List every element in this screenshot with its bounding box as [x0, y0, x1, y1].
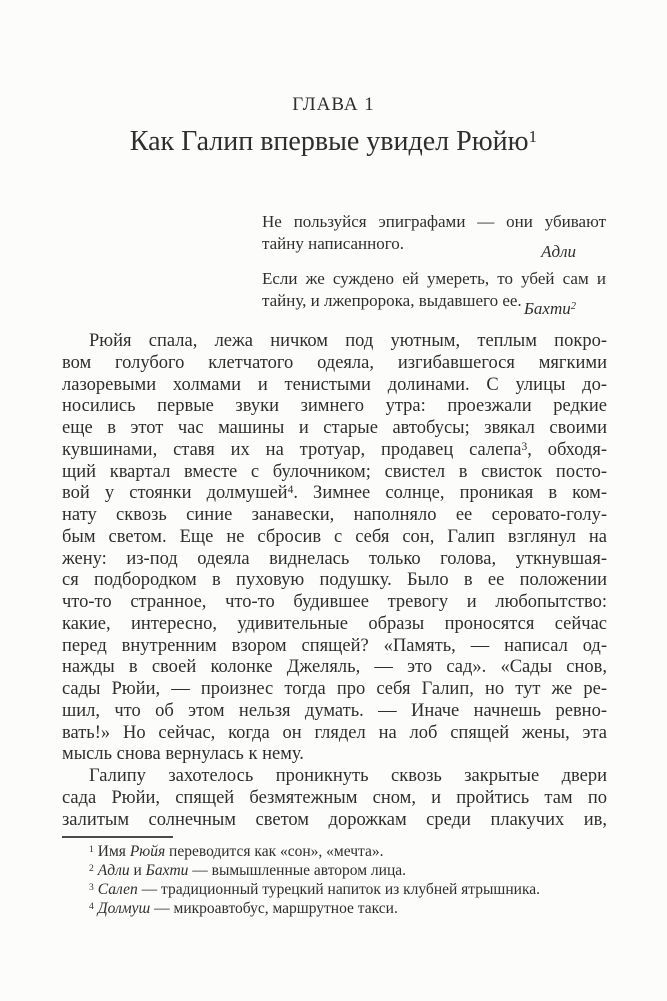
epigraph-line: Не пользуйся эпиграфами — они убивают	[262, 212, 606, 231]
body-text-line: ся подбородком в пуховую подушку. Было в ее положении	[62, 570, 607, 591]
body-text-line: вом голубого клетчатого одеяла, изгибавшегося мягкими	[62, 352, 607, 373]
footnote-text: переводится как «сон», «мечта».	[165, 843, 384, 860]
footnote-term: Бахти	[145, 862, 189, 879]
epigraph	[262, 211, 606, 261]
body-text-line: шил, что об этом нельзя думать. — Иначе начнешь ревно-	[62, 700, 607, 721]
footnote	[62, 899, 607, 918]
body-text-line: залитым солнечным светом дорожкам среди плакучих ив,	[62, 809, 607, 830]
body-text-line: кувшинами, ставя их на тротуар, продавец салепа$^3$, обходя-	[62, 439, 607, 460]
body-text-line: щий квартал вместе с булочником; свистел в свисток посто-	[62, 461, 607, 482]
footnote-term: Долмуш	[97, 900, 151, 917]
footnote	[62, 880, 607, 899]
superscript-ref: 3	[521, 440, 528, 453]
body-text-line: жену: из-под одеяла виднелась только голова, уткнувшая-	[62, 548, 607, 569]
footnote	[62, 842, 607, 861]
epigraph-attribution: Адли	[541, 242, 576, 261]
epigraph-attribution: Бахти$^2$	[523, 299, 576, 318]
superscript-ref: 2	[570, 301, 576, 313]
chapter-label: ГЛАВА 1	[292, 94, 375, 115]
body-text-line: мысль снова вернулась к нему.	[62, 744, 304, 765]
body-text-line: бым светом. Еще не сбросив с себя сон, Галип взглянул на	[62, 526, 607, 547]
footnote-divider	[62, 836, 173, 838]
epigraph-line: Если же суждено ей умереть, то убей сам и	[262, 269, 606, 288]
body-text-line: какие, интересно, удивительные образы проносятся сейчас	[62, 613, 607, 634]
body-text-line: еще в этот час машины и старые автобусы; звякал своими	[62, 418, 607, 438]
body-text-line: вать!» Но сейчас, когда он глядел на лоб спящей жены, эта	[62, 722, 607, 743]
body-text-line: перед внутренним взором спящей? «Память, — написал од-	[62, 635, 607, 656]
body-text-line: сады Рюйи, — произнес тогда про себя Галип, но тут же ре-	[62, 679, 607, 699]
footnote-text: — вымышленные автором лица.	[188, 862, 407, 879]
superscript-ref: 1	[528, 127, 538, 147]
footnote-marker: 1	[89, 843, 94, 855]
footnote-term: Салеп	[97, 881, 138, 898]
footnote-text: — микроавтобус, маршрутное такси.	[150, 900, 398, 917]
body-text-line: Рюйя спала, лежа ничком под уютным, теплым покро-	[89, 331, 607, 351]
body-text-line: вой у стоянки долмушей$^4$. Зимнее солнце, проникая в ком-	[62, 483, 607, 504]
footnote-text: — традиционный турецкий напиток из клубней ятрышника.	[137, 881, 540, 898]
epigraph	[262, 268, 606, 318]
superscript-ref: 4	[287, 484, 294, 497]
body-text-line: носились первые звуки зимнего утра: проезжали редкие	[62, 396, 607, 417]
footnote-text: и	[129, 862, 146, 879]
body-text-line: нажды в своей колонке Джеляль, — это сад». «Сады снов,	[62, 657, 607, 678]
footnote-term: Адли	[97, 862, 130, 879]
footnote-marker: 2	[89, 862, 94, 874]
footnotes	[62, 842, 607, 918]
body-text-line: Галипу захотелось проникнуть сквозь закрытые двери	[89, 766, 607, 786]
epigraph-line: тайну написанного.	[262, 234, 405, 253]
footnote-marker: 3	[89, 881, 94, 893]
body-text	[62, 331, 607, 831]
footnote-term: Рюйя	[129, 843, 166, 860]
body-text-line: сада Рюйи, спящей безмятежным сном, и пройтись там по	[62, 787, 607, 808]
footnote	[62, 861, 607, 880]
body-text-line: что-то странное, что-то будившее тревогу и любопытство:	[62, 592, 607, 612]
epigraph-line: тайну, и лжепророка, выдавшего ее.	[262, 291, 522, 310]
footnote-marker: 4	[89, 900, 94, 912]
body-text-line: лазоревыми холмами и тенистыми долинами. С улицы до-	[62, 374, 607, 395]
footnote-text: Имя	[97, 843, 130, 860]
body-text-line: нату сквозь синие занавески, наполняло ее серовато-голу-	[62, 505, 607, 525]
chapter-title: Как Галип впервые увидел Рюйю$^1$	[129, 126, 538, 157]
epigraphs	[262, 211, 606, 325]
